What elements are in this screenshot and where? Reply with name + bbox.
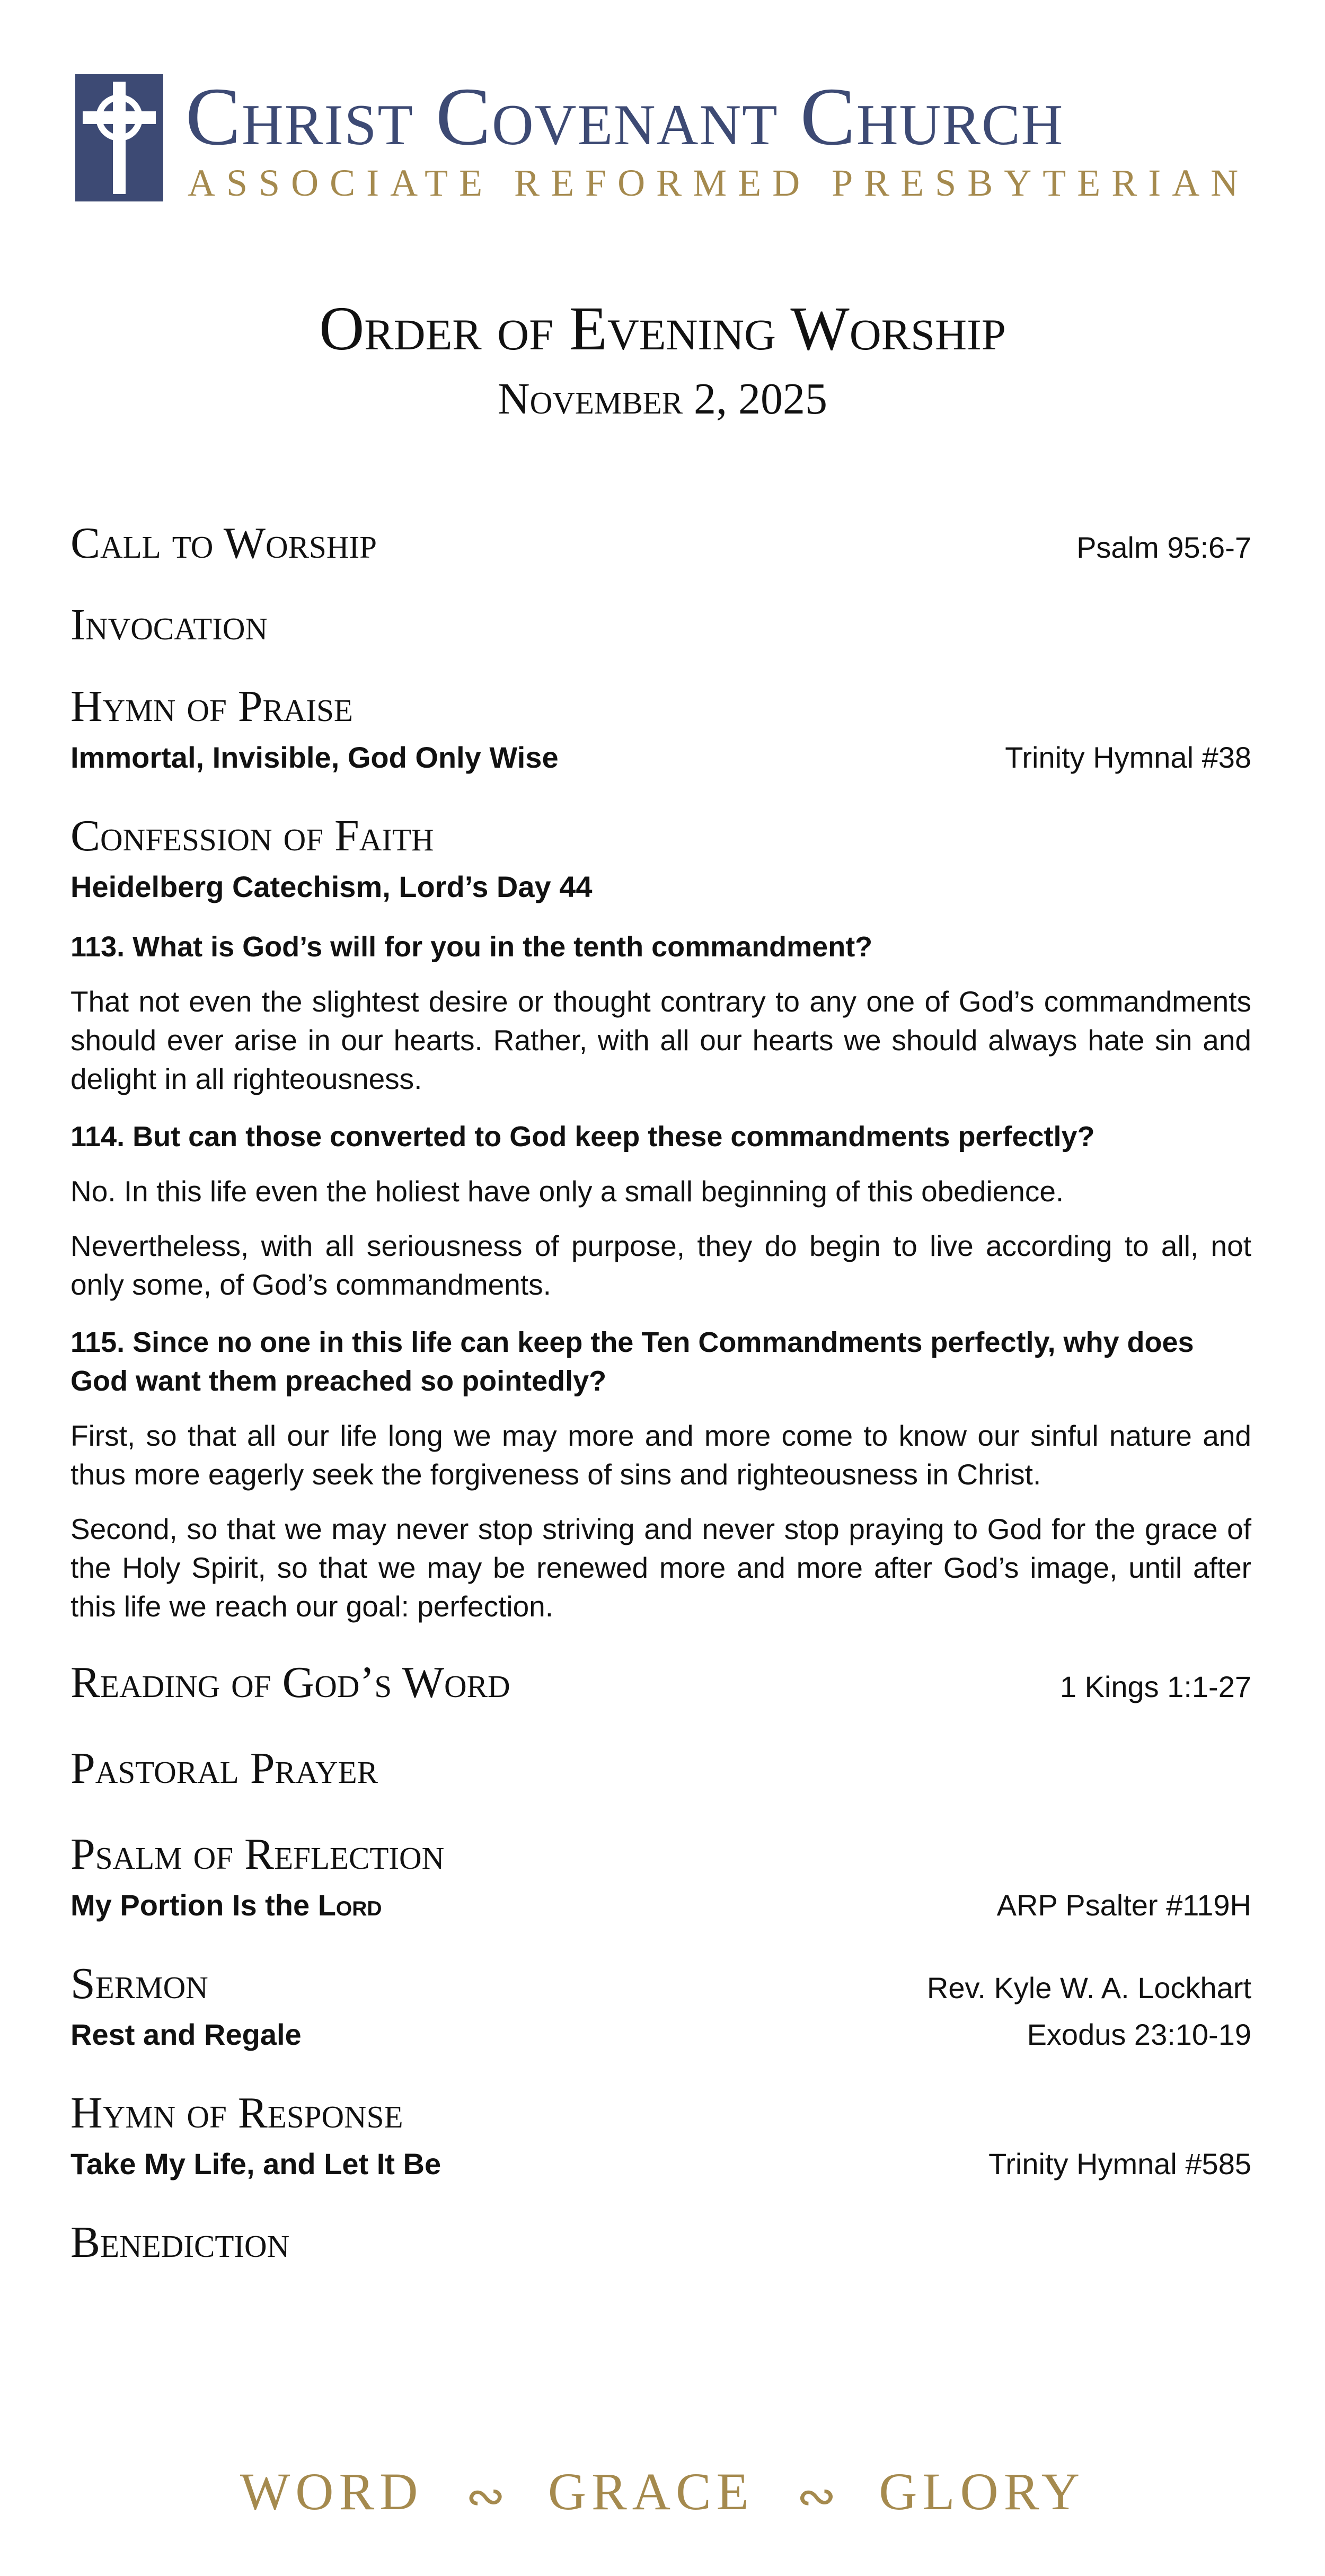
catechism-answer-114-part-2: Nevertheless, with all seriousness of purpose, they do begin to live according to all, not only some, of God’s commandments. xyxy=(70,1229,1251,1301)
pastoral-prayer-heading: Pastoral Prayer xyxy=(70,1744,378,1793)
confession-section xyxy=(70,807,1251,1626)
motto-glory: GLORY xyxy=(879,2462,1085,2521)
hymn-of-response-section xyxy=(70,2084,1251,2186)
hymn-of-praise-section xyxy=(70,678,1251,779)
hymn-of-response-heading: Hymn of Response xyxy=(70,2088,403,2138)
hymn-of-response-ref: Trinity Hymnal #585 xyxy=(988,2147,1251,2181)
pastoral-prayer-section xyxy=(70,1739,1251,1798)
service-date: November 2, 2025 xyxy=(497,374,828,424)
catechism-answer-115-part-2: Second, so that we may never stop striving and never stop praying to God for the grace of the Holy Spirit, so that we may be renewed more and more after God’s image, until after this life we reach our goal: perfection. xyxy=(70,1513,1251,1623)
page-title: Order of Evening Worship xyxy=(319,294,1006,363)
invocation-section xyxy=(70,596,1251,654)
catechism-question-114: 114. But can those converted to God keep these commandments perfectly? xyxy=(70,1121,1095,1153)
catechism-answer-115-part-1: First, so that all our life long we may more and more come to know our sinful nature and thus more eagerly seek the forgiveness of sins and righteousness in Christ. xyxy=(70,1419,1251,1491)
catechism-answer-113: That not even the slightest desire or thought contrary to any one of God’s commandments should ever arise in our hearts. Rather, with all our hearts we should always hate sin and delight in all righteousness. xyxy=(70,985,1251,1095)
church-name: Christ Covenant Church xyxy=(186,71,1064,162)
call-to-worship-heading: Call to Worship xyxy=(70,518,377,568)
benediction-heading: Benediction xyxy=(70,2218,290,2267)
invocation-heading: Invocation xyxy=(70,600,268,649)
celtic-cross-icon xyxy=(75,74,163,201)
call-to-worship-section xyxy=(70,514,1251,573)
reading-ref: 1 Kings 1:1-27 xyxy=(1059,1670,1251,1703)
benediction-section xyxy=(70,2213,1251,2272)
reading-heading: Reading of God’s Word xyxy=(70,1658,510,1707)
confession-heading: Confession of Faith xyxy=(70,811,434,860)
hymn-of-response-title: Take My Life, and Let It Be xyxy=(70,2147,441,2181)
confession-source: Heidelberg Catechism, Lord’s Day 44 xyxy=(70,870,593,903)
church-logo xyxy=(75,71,1257,204)
psalm-of-reflection-title xyxy=(70,1884,382,1927)
sermon-heading: Sermon xyxy=(70,1959,208,2008)
hymn-of-praise-title: Immortal, Invisible, God Only Wise xyxy=(70,741,559,774)
psalm-of-reflection-ref: ARP Psalter #119H xyxy=(996,1888,1251,1922)
motto-grace: GRACE xyxy=(547,2462,754,2521)
sermon-section xyxy=(70,1955,1251,2056)
catechism-question-115: 115. Since no one in this life can keep the Ten Commandments perfectly, why does God want them preached so pointedly? xyxy=(70,1326,1194,1397)
catechism-question-113: 113. What is God’s will for you in the tenth commandment? xyxy=(70,931,873,963)
order-of-worship xyxy=(70,514,1251,2272)
sermon-title: Rest and Regale xyxy=(70,2018,302,2051)
hymn-of-praise-ref: Trinity Hymnal #38 xyxy=(1005,741,1251,774)
sermon-preacher: Rev. Kyle W. A. Lockhart xyxy=(926,1971,1251,2004)
sermon-ref: Exodus 23:10-19 xyxy=(1027,2018,1251,2051)
church-subtitle: ASSOCIATE REFORMED PRESBYTERIAN xyxy=(188,162,1250,204)
reading-section xyxy=(70,1654,1251,1712)
flourish-ornament-icon: ∾ xyxy=(796,2471,837,2524)
motto-word: WORD xyxy=(240,2462,423,2521)
church-motto xyxy=(0,2460,1325,2529)
flourish-ornament-icon: ∾ xyxy=(465,2471,506,2524)
call-to-worship-ref: Psalm 95:6-7 xyxy=(1076,531,1251,564)
psalm-title-lord: Lord xyxy=(317,1888,382,1922)
psalm-title-prefix: My Portion Is the xyxy=(70,1888,318,1922)
catechism-answer-114-part-1: No. In this life even the holiest have only a small beginning of this obedience. xyxy=(70,1175,1064,1208)
hymn-of-praise-heading: Hymn of Praise xyxy=(70,682,353,731)
psalm-of-reflection-section xyxy=(70,1825,1251,1927)
psalm-of-reflection-heading: Psalm of Reflection xyxy=(70,1830,445,1879)
